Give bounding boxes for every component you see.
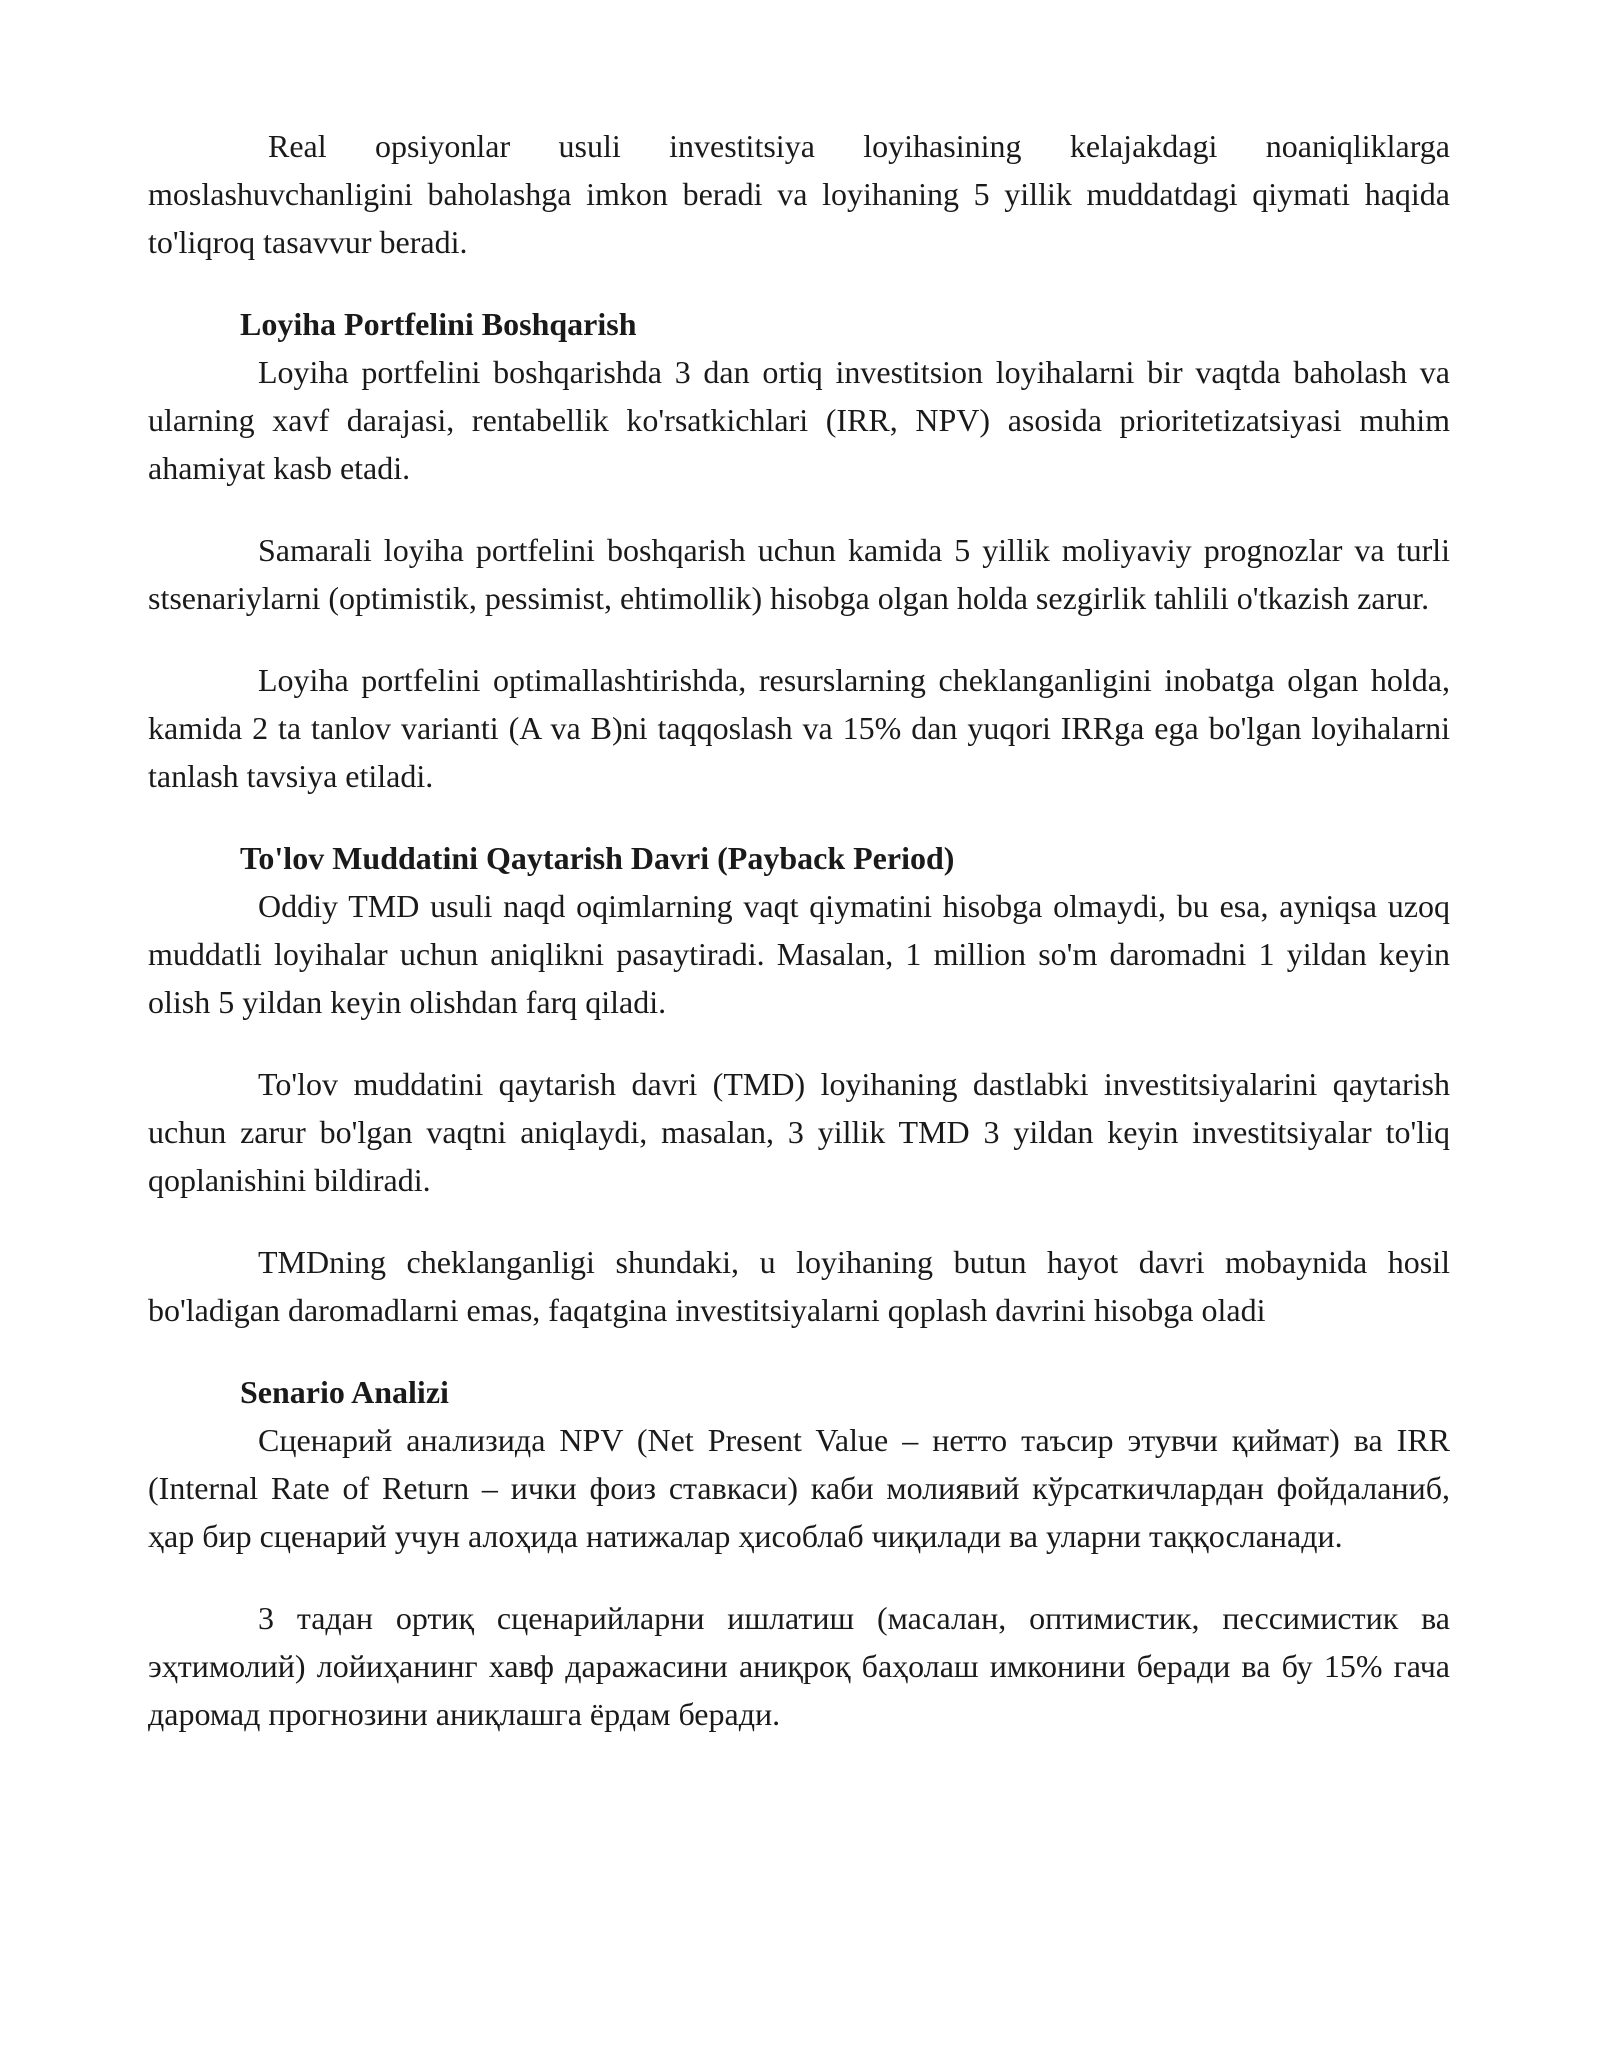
paragraph-scenario-1: Сценарий анализида NPV (Net Present Value – нетто таъсир этувчи қиймат) ва IRR (Internal Rate of Return – ички фоиз ставкаси) каби молиявий кўрсаткичлардан фойдаланиб, ҳар бир сценарий учун алоҳида натижалар ҳисоблаб чиқилади ва уларни таққосланади. — [148, 1422, 1450, 1554]
paragraph-real-options: Real opsiyonlar usuli investitsiya loyihasining kelajakdagi noaniqliklarga moslashuvchanligini baholashga imkon beradi va loyihaning 5 yillik muddatdagi qiymati haqida to'liqroq tasavvur beradi. — [148, 128, 1450, 260]
paragraph-payback-1: Oddiy TMD usuli naqd oqimlarning vaqt qiymatini hisobga olmaydi, bu esa, ayniqsa uzoq muddatli loyihalar uchun aniqlikni pasaytiradi. Masalan, 1 million so'm daromadni 1 yildan keyin olish 5 yildan keyin olishdan farq qiladi. — [148, 888, 1450, 1020]
heading-payback-period: To'lov Muddatini Qaytarish Davri (Payback Period) — [240, 840, 955, 876]
heading-portfolio-management: Loyiha Portfelini Boshqarish — [240, 306, 637, 342]
paragraph-portfolio-3: Loyiha portfelini optimallashtirishda, resurslarning cheklanganligini inobatga olgan holda, kamida 2 ta tanlov varianti (A va B)ni taqqoslash va 15% dan yuqori IRRga ega bo'lgan loyihalarni tanlash tavsiya etiladi. — [148, 662, 1450, 794]
paragraph-portfolio-1: Loyiha portfelini boshqarishda 3 dan ortiq investitsion loyihalarni bir vaqtda baholash va ularning xavf darajasi, rentabellik ko'rsatkichlari (IRR, NPV) asosida prioritetizatsiyasi muhim ahamiyat kasb etadi. — [148, 354, 1450, 486]
document-page — [148, 122, 1450, 1772]
heading-scenario-analysis: Senario Analizi — [240, 1374, 449, 1410]
paragraph-payback-2: To'lov muddatini qaytarish davri (TMD) loyihaning dastlabki investitsiyalarini qaytarish uchun zarur bo'lgan vaqtni aniqlaydi, masalan, 3 yillik TMD 3 yildan keyin investitsiyalar to'liq qoplanishini bildiradi. — [148, 1066, 1450, 1198]
paragraph-payback-3: TMDning cheklanganligi shundaki, u loyihaning butun hayot davri mobaynida hosil bo'ladigan daromadlarni emas, faqatgina investitsiyalarni qoplash davrini hisobga oladi — [148, 1244, 1450, 1328]
paragraph-scenario-2: 3 тадан ортиқ сценарийларни ишлатиш (масалан, оптимистик, пессимистик ва эҳтимолий) лойиҳанинг хавф даражасини аниқроқ баҳолаш имконини беради ва бу 15% гача даромад прогнозини аниқлашга ёрдам беради. — [148, 1600, 1450, 1732]
paragraph-portfolio-2: Samarali loyiha portfelini boshqarish uchun kamida 5 yillik moliyaviy prognozlar va turli stsenariylarni (optimistik, pessimist, ehtimollik) hisobga olgan holda sezgirlik tahlili o'tkazish zarur. — [148, 532, 1450, 616]
